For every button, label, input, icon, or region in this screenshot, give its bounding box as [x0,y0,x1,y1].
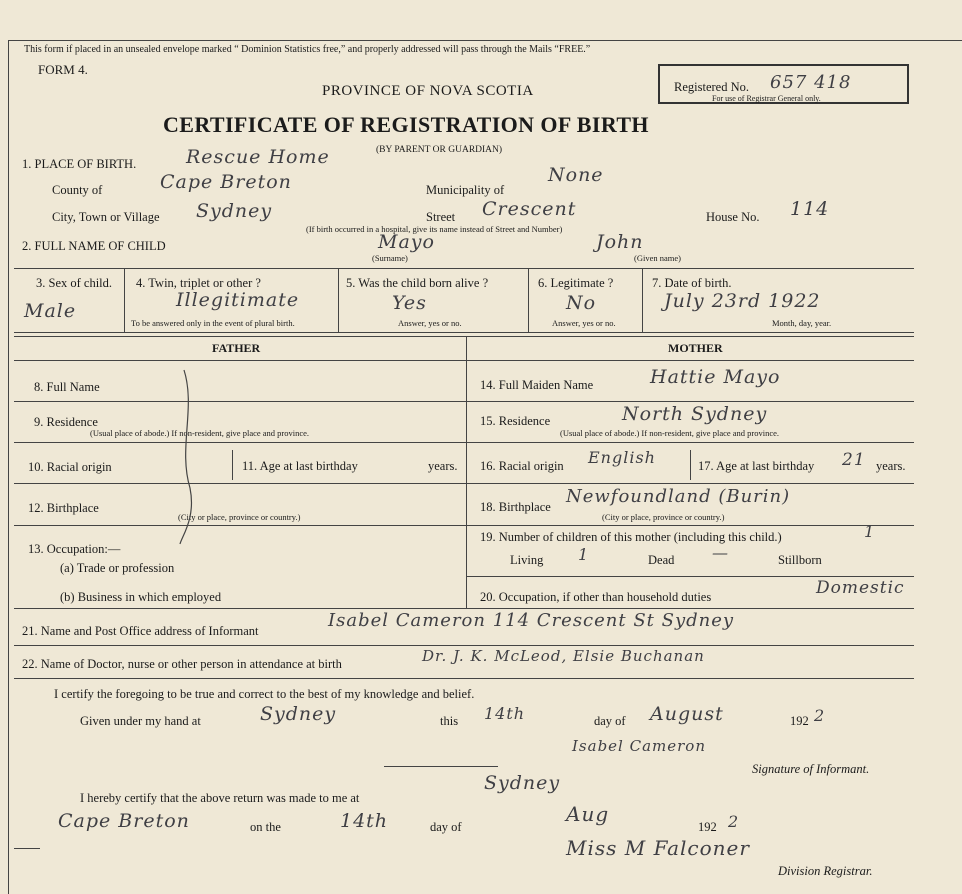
born-alive-label: 5. Was the child born alive ? [346,276,489,290]
father-age-years-label: years. [428,459,458,473]
rule [14,332,914,333]
date-of-birth-note: Month, day, year. [772,318,832,328]
father-occupation-label: 13. Occupation:— [28,542,121,556]
rule [124,268,125,332]
informant-value: Isabel Cameron 114 Crescent St Sydney [328,610,735,631]
certify-year-prefix: 192 [790,714,809,728]
date-of-birth-label: 7. Date of birth. [652,276,732,290]
county-value: Cape Breton [160,171,292,193]
certify-day-value: 14th [484,704,526,723]
registrar-day-value: 14th [340,810,389,832]
doctor-value: Dr. J. K. McLeod, Elsie Buchanan [422,647,705,665]
county-label: County of [52,183,103,197]
registered-box [658,64,909,104]
rule [642,268,643,332]
house-number-value: 114 [790,198,830,220]
mother-residence-label: 15. Residence [480,414,551,428]
given-place-value: Sydney [260,703,337,725]
this-label: this [440,714,459,728]
legitimate-note: Answer, yes or no. [552,318,616,328]
certify-year-suffix: 2 [814,706,826,725]
rule [14,848,40,849]
registrar-year-prefix: 192 [698,820,717,834]
father-residence-note: (Usual place of abode.) If non-resident, give place and province. [90,428,310,438]
children-count-value: 1 [864,522,876,541]
registrar-year-suffix: 2 [728,812,740,831]
rule [466,576,914,577]
rule [14,268,914,269]
place-of-birth-label: 1. PLACE OF BIRTH. [22,157,137,171]
rule [14,645,914,646]
rule [14,401,914,402]
certificate-subtitle: (BY PARENT OR GUARDIAN) [376,145,503,155]
registrar-note: For use of Registrar General only. [712,94,821,103]
twin-value: Illegitimate [176,289,300,311]
sex-label: 3. Sex of child. [36,276,113,290]
mother-birthplace-label: 18. Birthplace [480,500,551,514]
registrar-place-value: Sydney [484,772,561,794]
registrar-certify-statement: I hereby certify that the above return was made to me at [80,791,360,805]
municipality-label: Municipality of [426,183,505,197]
mother-racial-origin-value: English [588,448,656,467]
twin-note: To be answered only in the event of plural birth. [131,318,295,328]
mother-occupation-value: Domestic [816,578,905,598]
top-rule [8,40,962,41]
house-number-label: House No. [706,210,760,224]
informant-signature-label: Signature of Informant. [752,762,870,776]
surname-caption: (Surname) [372,253,408,263]
rule [14,360,914,361]
rule [232,450,233,480]
mother-age-value: 21 [842,450,866,470]
registrar-day-of-label: day of [430,820,462,834]
registered-number: 657 418 [770,72,852,93]
rule [338,268,339,332]
father-age-label: 11. Age at last birthday [242,459,358,473]
legitimate-value: No [566,292,597,314]
certify-statement: I certify the foregoing to be true and correct to the best of my knowledge and belief. [54,687,475,701]
born-alive-value: Yes [392,292,427,314]
place-of-birth-value: Rescue Home [186,146,330,168]
rule [14,336,914,337]
children-count-label: 19. Number of children of this mother (including this child.) [480,530,782,544]
born-alive-note: Answer, yes or no. [398,318,462,328]
father-trade-label: (a) Trade or profession [60,561,175,575]
rule [14,608,914,609]
dead-value: — [712,543,729,562]
registrar-month-value: Aug [566,802,610,826]
rule [14,483,914,484]
registrar-signature-label: Division Registrar. [778,864,873,878]
column-divider [466,336,467,608]
left-border [8,40,9,894]
father-racial-origin-label: 10. Racial origin [28,460,112,474]
street-value: Crescent [482,198,577,220]
certify-month-value: August [650,703,724,725]
certificate-title: CERTIFICATE OF REGISTRATION OF BIRTH [163,112,649,137]
rule [14,678,914,679]
child-given-name-value: John [596,231,644,253]
father-business-label: (b) Business in which employed [60,590,222,604]
living-value: 1 [578,545,590,564]
mother-age-years-label: years. [876,459,906,473]
father-birthplace-note: (City or place, province or country.) [178,512,301,522]
doctor-label: 22. Name of Doctor, nurse or other person in attendance at birth [22,657,342,671]
father-residence-label: 9. Residence [34,415,98,429]
certify-day-of-label: day of [594,714,626,728]
mother-heading: MOTHER [668,341,723,355]
pen-stroke-mark [172,368,212,548]
date-of-birth-value: July 23rd 1922 [664,290,821,312]
informant-signature: Isabel Cameron [572,737,706,755]
municipality-value: None [548,164,604,186]
mother-residence-value: North Sydney [622,403,768,425]
city-label: City, Town or Village [52,210,160,224]
given-under-hand-label: Given under my hand at [80,714,201,728]
mother-residence-note: (Usual place of abode.) If non-resident, give place and province. [560,428,780,438]
rule [14,525,914,526]
province-heading: PROVINCE OF NOVA SCOTIA [322,83,534,99]
mother-occupation-label: 20. Occupation, if other than household duties [480,590,712,604]
twin-label: 4. Twin, triplet or other ? [136,276,261,290]
rule [690,450,691,480]
mother-birthplace-value: Newfoundland (Burin) [566,486,791,507]
registrar-county-value: Cape Breton [58,810,190,832]
hospital-note: (If birth occurred in a hospital, give its name instead of Street and Number) [306,224,563,234]
dead-label: Dead [648,553,675,567]
city-value: Sydney [196,200,273,222]
father-heading: FATHER [212,341,261,355]
sex-value: Male [24,300,77,322]
child-name-label: 2. FULL NAME OF CHILD [22,239,166,253]
living-label: Living [510,553,544,567]
rule [528,268,529,332]
informant-label: 21. Name and Post Office address of Informant [22,624,259,638]
registrar-signature: Miss M Falconer [566,836,750,860]
stillborn-label: Stillborn [778,553,822,567]
legitimate-label: 6. Legitimate ? [538,276,614,290]
child-surname-value: Mayo [378,231,435,253]
rule [384,766,498,767]
registered-label: Registered No. [674,80,749,94]
rule [14,442,914,443]
given-name-caption: (Given name) [634,253,681,263]
street-label: Street [426,210,456,224]
registrar-on-the-label: on the [250,820,281,834]
form-number: FORM 4. [38,62,88,77]
mother-racial-origin-label: 16. Racial origin [480,459,564,473]
father-name-label: 8. Full Name [34,380,100,394]
mother-age-label: 17. Age at last birthday [698,459,815,473]
mother-name-label: 14. Full Maiden Name [480,378,594,392]
mother-name-value: Hattie Mayo [650,366,781,388]
mail-notice: This form if placed in an unsealed envelope marked “ Dominion Statistics free,” and properly addressed will pass through the Mails “FREE.” [24,44,591,55]
mother-birthplace-note: (City or place, province or country.) [602,512,725,522]
father-birthplace-label: 12. Birthplace [28,501,99,515]
